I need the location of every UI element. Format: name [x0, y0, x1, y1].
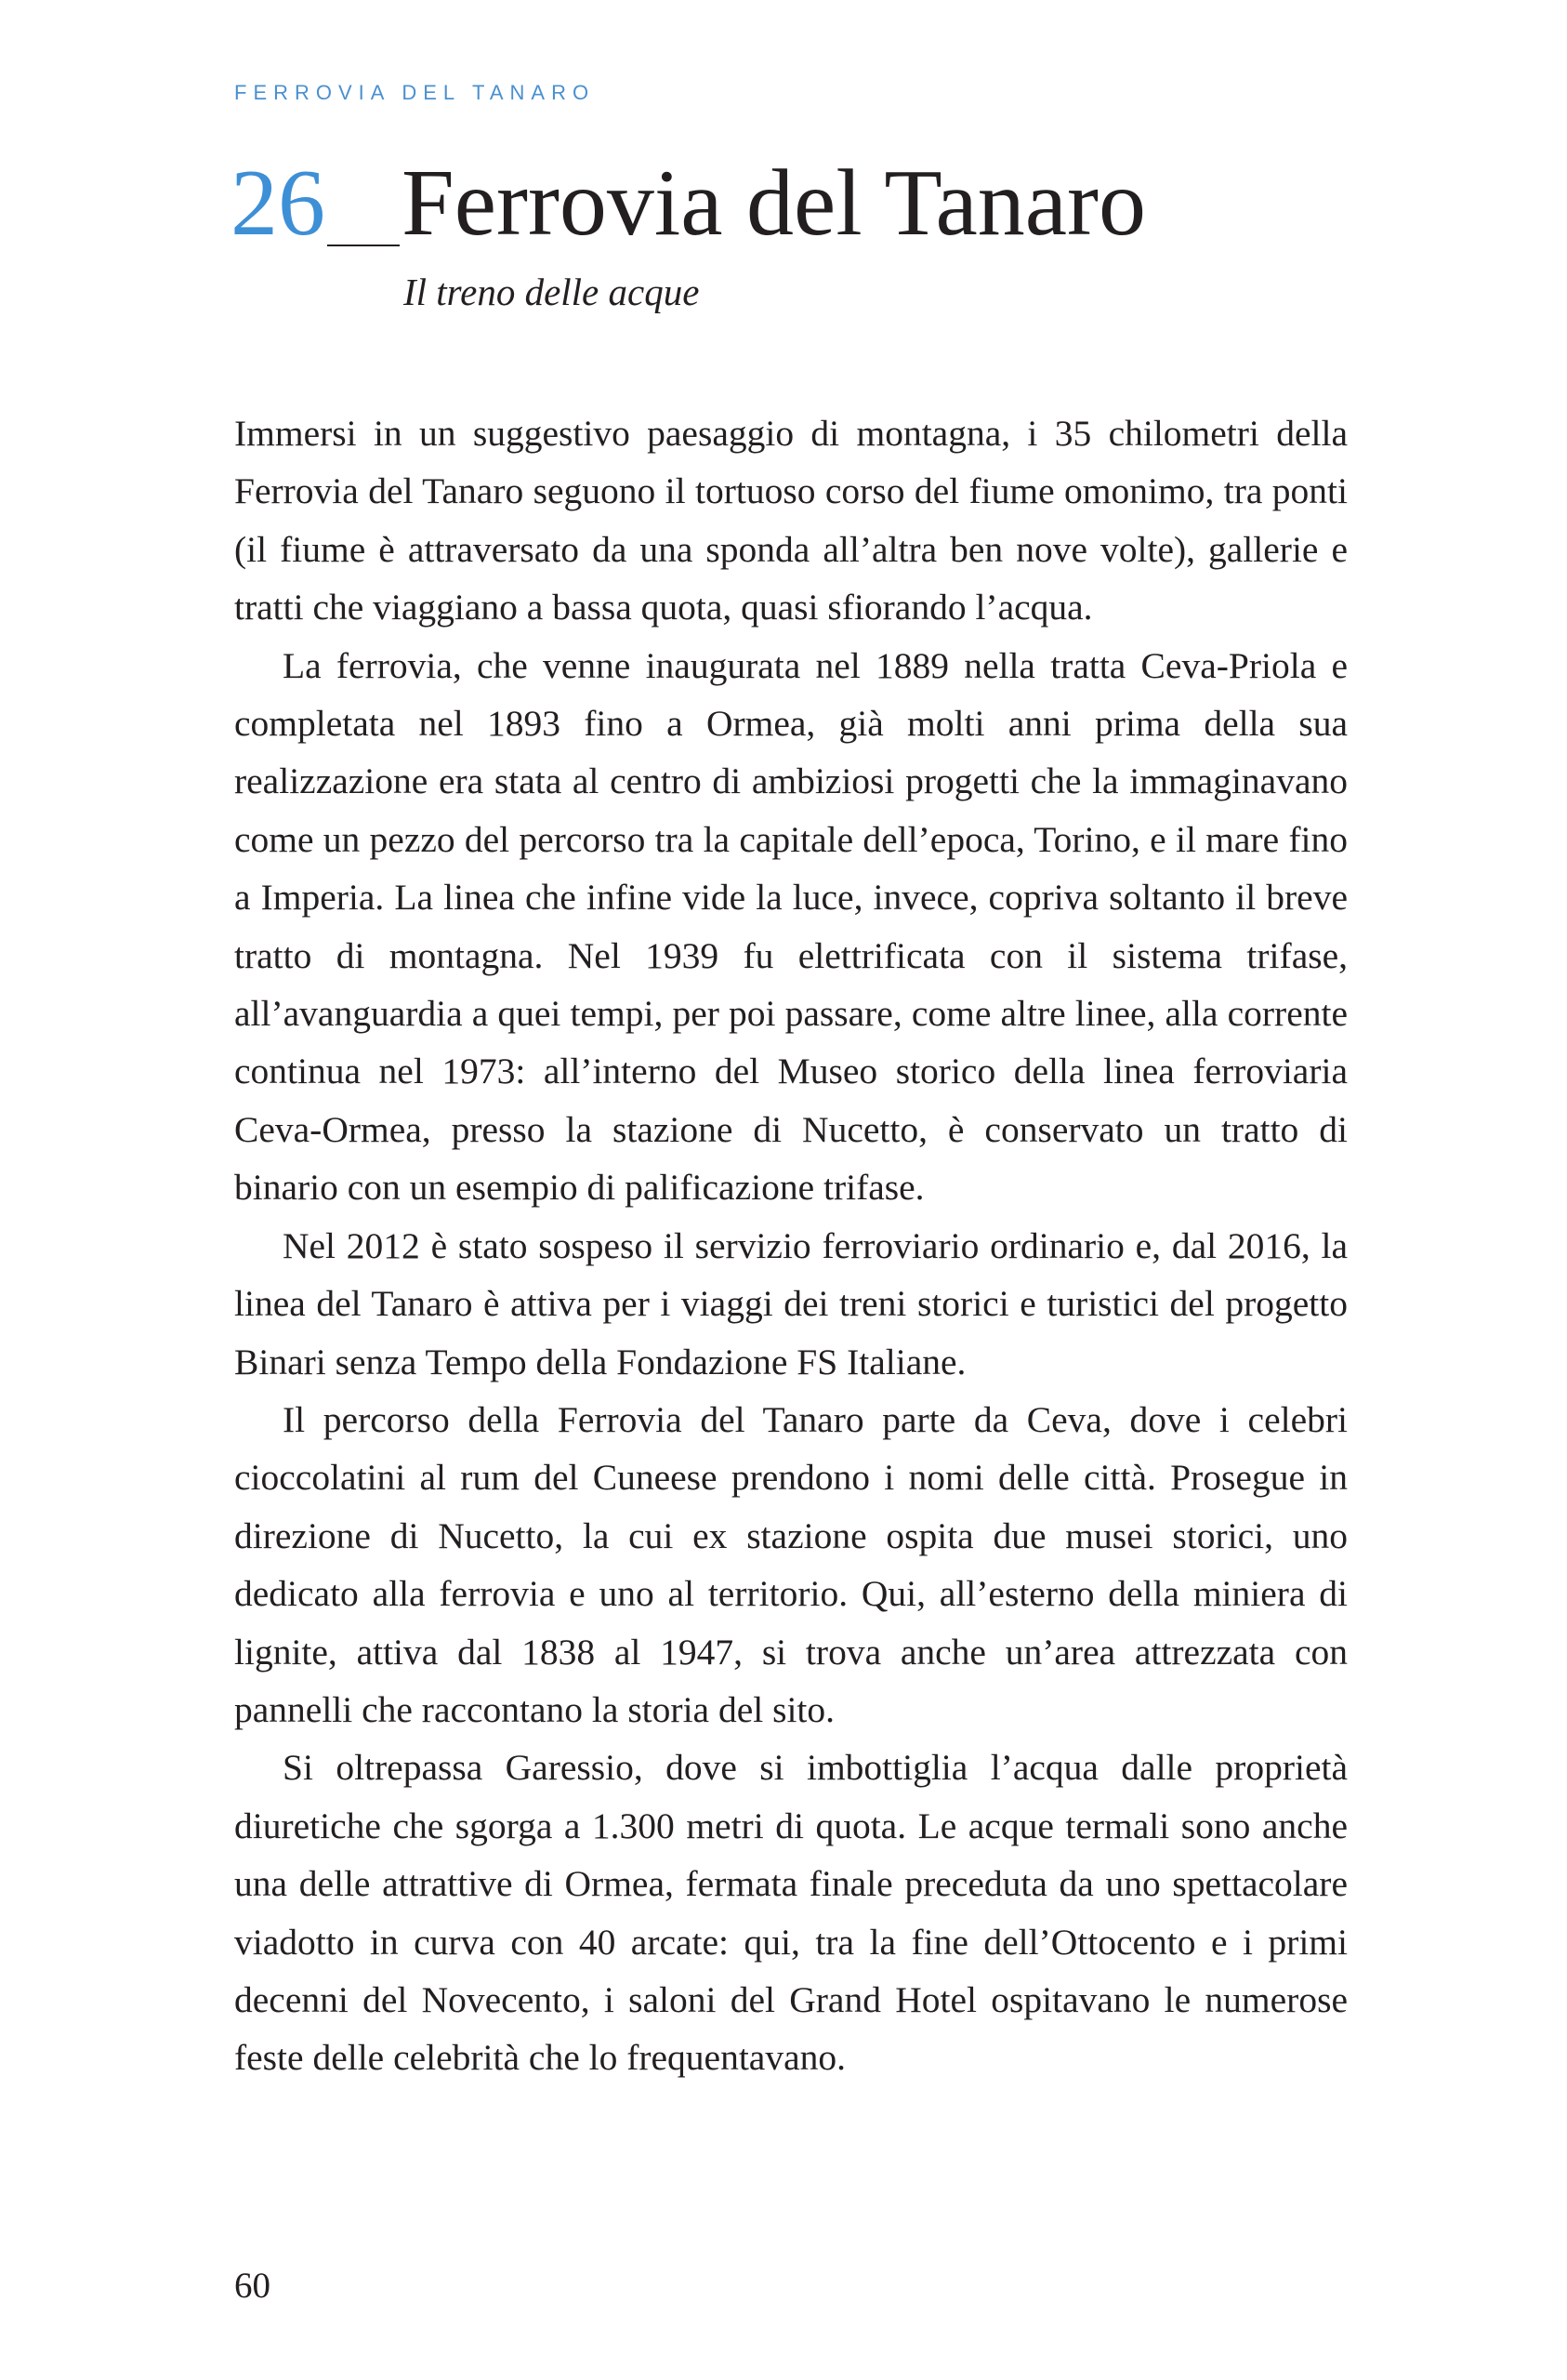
paragraph: Si oltrepassa Garessio, dove si imbottiglia l’acqua dalle proprietà diuretiche che sgorga a 1.300 metri di quota. Le acque termali sono anche una delle attrattive di Ormea, fermata finale preceduta da uno spettacolare viadotto in curva con 40 arcate: qui, tra la fine dell’Ottocento e i primi decenni del Novecento, i saloni del Grand Hotel ospitavano le numerose feste delle celebrità che lo frequentavano.	[234, 1747, 1348, 2079]
paragraph: La ferrovia, che venne inaugurata nel 1889 nella tratta Ceva-Priola e completata nel 1893 fino a Ormea, già molti anni prima della sua realizzazione era stata al centro di ambiziosi progetti che la immaginavano come un pezzo del percorso tra la capitale dell’epoca, Torino, e il mare fino a Imperia. La linea che infine vide la luce, invece, copriva soltanto il breve tratto di montagna. Nel 1939 fu elettrificata con il sistema trifase, all’avanguardia a quei tempi, per poi passare, come altre linee, alla corrente continua nel 1973: all’interno del Museo storico della linea ferroviaria Ceva-Ormea, presso la stazione di Nucetto, è conservato un tratto di binario con un esempio di palificazione trifase.	[234, 644, 1348, 1209]
chapter-rule-divider	[327, 245, 400, 246]
paragraph: Immersi in un suggestivo paesaggio di montagna, i 35 chilometri della Ferrovia del Tanaro seguono il tortuoso corso del fiume omonimo, tra ponti (il fiume è attraversato da una sponda all’altra ben nove volte), gallerie e tratti che viaggiano a bassa quota, quasi sfiorando l’acqua.	[234, 413, 1348, 628]
body-text	[234, 404, 1348, 2087]
chapter-number: 26	[230, 151, 325, 256]
running-head: FERROVIA DEL TANARO	[234, 81, 596, 104]
page-number: 60	[234, 2266, 270, 2306]
paragraph: Il percorso della Ferrovia del Tanaro parte da Ceva, dove i celebri cioccolatini al rum del Cuneese prendono i nomi delle città. Prosegue in direzione di Nucetto, la cui ex stazione ospita due musei storici, uno dedicato alla ferrovia e uno al territorio. Qui, all’esterno della miniera di lignite, attiva dal 1838 al 1947, si trova anche un’area attrezzata con pannelli che raccontano la storia del sito.	[234, 1398, 1348, 1730]
paragraph: Nel 2012 è stato sospeso il servizio ferroviario ordinario e, dal 2016, la linea del Tanaro è attiva per i viaggi dei treni storici e turistici del progetto Binari senza Tempo della Fondazione FS Italiane.	[234, 1224, 1348, 1382]
chapter-subtitle: Il treno delle acque	[403, 271, 700, 313]
chapter-title: Ferrovia del Tanaro	[402, 151, 1147, 256]
